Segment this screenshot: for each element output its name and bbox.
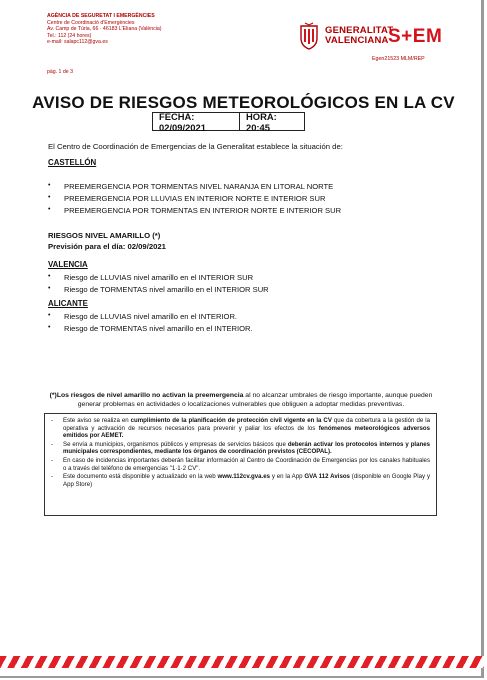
website-link[interactable]: www.112cv.gva.es: [217, 473, 271, 481]
info-box: [44, 413, 437, 516]
list-item-text: Riesgo de TORMENTAS nivel amarillo en el INTERIOR.: [64, 324, 253, 333]
section-heading-alicante: ALICANTE: [48, 299, 88, 308]
list-item: [48, 194, 325, 203]
agency-header: [47, 13, 162, 46]
list-item-text: PREEMERGENCIA POR LLUVIAS EN INTERIOR NORTE E INTERIOR SUR: [64, 194, 326, 203]
list-item: [48, 206, 341, 215]
info-text: Este aviso se realiza en: [63, 417, 131, 424]
red-hazard-stripe: [0, 656, 484, 668]
info-text: que da cobertura a la gestión de la operativa y activación de recursos necesarios para prevenir y paliar los efectos de los: [63, 417, 430, 432]
info-text-bold: fenómenos meteorológicos adversos emitidos por AEMET.: [63, 424, 430, 440]
dash-icon: -: [51, 417, 54, 424]
list-item-text: Riesgo de LLUVIAS nivel amarillo en el INTERIOR SUR: [64, 273, 254, 282]
info-text: En caso de incidencias importantes deberán facilitar información al Centro de Coordinación de Emergencias por los canales habituales o a través del teléfono de emergencias "1·1·2 CV".: [63, 456, 430, 472]
gva-text-line: GENERALITAT: [325, 25, 394, 36]
prevision-date: Previsión para el día: 02/09/2021: [48, 242, 166, 251]
section-heading-castellon: CASTELLÓN: [48, 158, 97, 167]
info-item: [51, 417, 430, 440]
list-item: [48, 285, 269, 294]
list-item-text: Riesgo de LLUVIAS nivel amarillo en el INTERIOR.: [64, 312, 238, 321]
bullet-icon: •: [48, 324, 51, 331]
app-name: GVA 112 Avisos: [304, 473, 350, 481]
footnote-bold-text: Los riesgos de nivel amarillo no activan la preemergencia: [56, 392, 244, 399]
bullet-icon: •: [48, 194, 51, 201]
date-field: FECHA: 02/09/2021: [153, 113, 240, 130]
time-field: HORA: 20:45: [246, 110, 277, 133]
dash-icon: -: [51, 456, 54, 464]
footnote-marker: (*): [49, 392, 57, 399]
info-text: Este documento está disponible y actualizado en la web: [63, 473, 218, 481]
info-item: [51, 441, 430, 456]
list-item: [48, 273, 253, 282]
list-item: [48, 182, 333, 191]
info-text: (disponible en Google Play y App Store): [63, 473, 430, 488]
document-reference: Egen21523 MLM/REP: [372, 56, 425, 62]
info-text: y en la App: [270, 473, 305, 481]
info-item: [51, 457, 430, 472]
agency-line: Av. Camp de Túria, 66 · 46183 L'Eliana (València): [47, 26, 162, 33]
page-number: pàg. 1 de 3: [47, 69, 73, 75]
info-text-bold: deberán activar los protocolos internos y planes municipales correspondientes, mediante los órganos de coordinación previstos (CECOPAL).: [63, 440, 430, 456]
bullet-icon: •: [48, 312, 51, 319]
agency-line: Tel.: 112 (24 hores): [47, 32, 92, 39]
intro-text: El Centro de Coordinación de Emergencias de la Generalitat establece la situación de:: [48, 142, 343, 151]
amarillo-footnote: [47, 391, 435, 409]
agency-name: AGÈNCIA DE SEGURETAT I EMERGÈNCIES: [47, 13, 155, 19]
list-item-text: PREEMERGENCIA POR TORMENTAS EN INTERIOR NORTE E INTERIOR SUR: [64, 206, 342, 215]
bullet-icon: •: [48, 182, 51, 189]
footnote-text: al no alcanzar umbrales de riesgo importante, aunque pueden generar problemas en actividades o localizaciones vulnerables que obliguen a adoptar medidas preventivas.: [77, 392, 433, 408]
info-text: Se envía a municipios, organismos públicos y empresas de servicios básicos que: [63, 440, 288, 448]
list-item: [48, 312, 237, 321]
list-item-text: PREEMERGENCIA POR TORMENTAS NIVEL NARANJA EN LITORAL NORTE: [64, 182, 334, 191]
amarillo-heading: RIESGOS NIVEL AMARILLO (*): [48, 231, 161, 240]
sem-logo: S+EM: [388, 26, 443, 47]
info-text-bold: cumplimiento de la planificación de protección civil vigente en la CV: [130, 417, 332, 424]
section-heading-valencia: VALENCIA: [48, 260, 88, 269]
bullet-icon: •: [48, 206, 51, 213]
gva-text-line: VALENCIANA: [325, 35, 389, 46]
dash-icon: -: [51, 473, 54, 481]
agency-line: e-mail: salapc112@gva.es: [47, 39, 108, 46]
date-box: [152, 112, 305, 131]
document-title: AVISO DE RIESGOS METEOROLÓGICOS EN LA CV: [32, 93, 455, 112]
bullet-icon: •: [48, 273, 51, 280]
generalitat-logo: [299, 22, 393, 50]
generalitat-shield-icon: [299, 22, 319, 50]
list-item-text: Riesgo de TORMENTAS nivel amarillo en el INTERIOR SUR: [64, 285, 269, 294]
agency-line: Centre de Coordinació d'Emergències: [47, 19, 135, 26]
bullet-icon: •: [48, 285, 51, 292]
list-item: [48, 324, 253, 333]
info-item: [51, 473, 430, 488]
dash-icon: -: [51, 440, 54, 448]
